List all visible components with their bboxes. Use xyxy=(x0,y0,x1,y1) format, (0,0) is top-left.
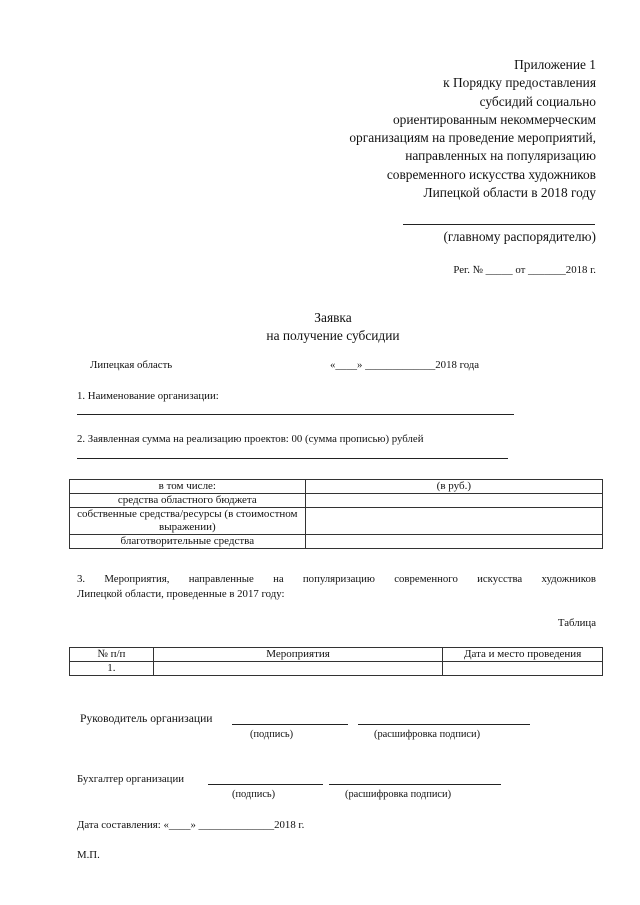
head-signature-label: Руководитель организации xyxy=(80,712,213,725)
appendix-line: направленных на популяризацию xyxy=(405,148,596,164)
head-decoding-line xyxy=(358,724,530,725)
appendix-line: субсидий социально xyxy=(479,93,596,109)
table-row xyxy=(70,662,603,676)
accountant-decoding-line xyxy=(329,784,501,785)
table-cell: 1. xyxy=(70,662,154,676)
appendix-line: современного искусства художников xyxy=(386,166,596,182)
table-header-cell: № п/п xyxy=(70,648,154,662)
region-label: Липецкая область xyxy=(90,359,173,371)
table-row xyxy=(70,508,603,535)
table-caption: Таблица xyxy=(557,617,596,629)
amount-line xyxy=(77,458,508,459)
organization-name-line xyxy=(77,414,514,415)
accountant-decoding-caption: (расшифровка подписи) xyxy=(345,789,452,800)
compilation-date: Дата составления: «____» ______________2018 г. xyxy=(77,819,305,831)
table-cell: благотворительные средства xyxy=(70,535,306,549)
item-requested-amount: 2. Заявленная сумма на реализацию проектов: 00 (сумма прописью) рублей xyxy=(77,433,424,445)
accountant-signature-line xyxy=(208,784,323,785)
document-title: Заявка xyxy=(314,310,352,325)
appendix-block xyxy=(349,56,596,202)
item-events-line: 3. Мероприятия, направленные на популяризацию современного искусства художников xyxy=(77,573,596,585)
accountant-signature-caption: (подпись) xyxy=(232,789,276,800)
table-header-cell: Дата и место проведения xyxy=(443,648,603,662)
recipient-caption: (главному распорядителю) xyxy=(443,229,596,244)
appendix-line: Липецкой области в 2018 году xyxy=(423,185,596,201)
table-row xyxy=(70,494,603,508)
table-header-row xyxy=(70,648,603,662)
recipient-line xyxy=(403,224,595,225)
application-date: «____» _____________2018 года xyxy=(330,359,480,371)
head-signature-caption: (подпись) xyxy=(250,729,294,740)
appendix-line: Приложение 1 xyxy=(514,57,596,72)
table-cell xyxy=(305,535,602,549)
head-decoding-caption: (расшифровка подписи) xyxy=(374,729,481,740)
table-header-cell: в том числе: xyxy=(70,480,306,494)
table-cell: средства областного бюджета xyxy=(70,494,306,508)
table-header-cell: Мероприятия xyxy=(153,648,442,662)
table-cell xyxy=(153,662,442,676)
table-cell xyxy=(443,662,603,676)
stamp-place: М.П. xyxy=(77,849,100,861)
table-header-cell: (в руб.) xyxy=(305,480,602,494)
head-signature-line xyxy=(232,724,348,725)
events-table xyxy=(69,647,603,676)
table-cell xyxy=(305,494,602,508)
document-subtitle: на получение субсидии xyxy=(266,328,400,343)
appendix-line: организациям на проведение мероприятий, xyxy=(349,130,596,146)
item-events-line: Липецкой области, проведенные в 2017 году: xyxy=(77,588,285,600)
item-organization-name: 1. Наименование организации: xyxy=(77,390,219,402)
accountant-signature-label: Бухгалтер организации xyxy=(77,773,185,785)
appendix-line: ориентированным некоммерческим xyxy=(392,111,596,127)
table-cell: собственные средства/ресурсы (в стоимостном выражении) xyxy=(70,508,306,535)
table-row xyxy=(70,535,603,549)
table-cell xyxy=(305,508,602,535)
appendix-line: к Порядку предоставления xyxy=(443,75,596,91)
funds-table xyxy=(69,479,603,549)
registration-number: Рег. № _____ от _______2018 г. xyxy=(453,264,596,276)
item-events xyxy=(77,572,596,602)
table-header-row xyxy=(70,480,603,494)
